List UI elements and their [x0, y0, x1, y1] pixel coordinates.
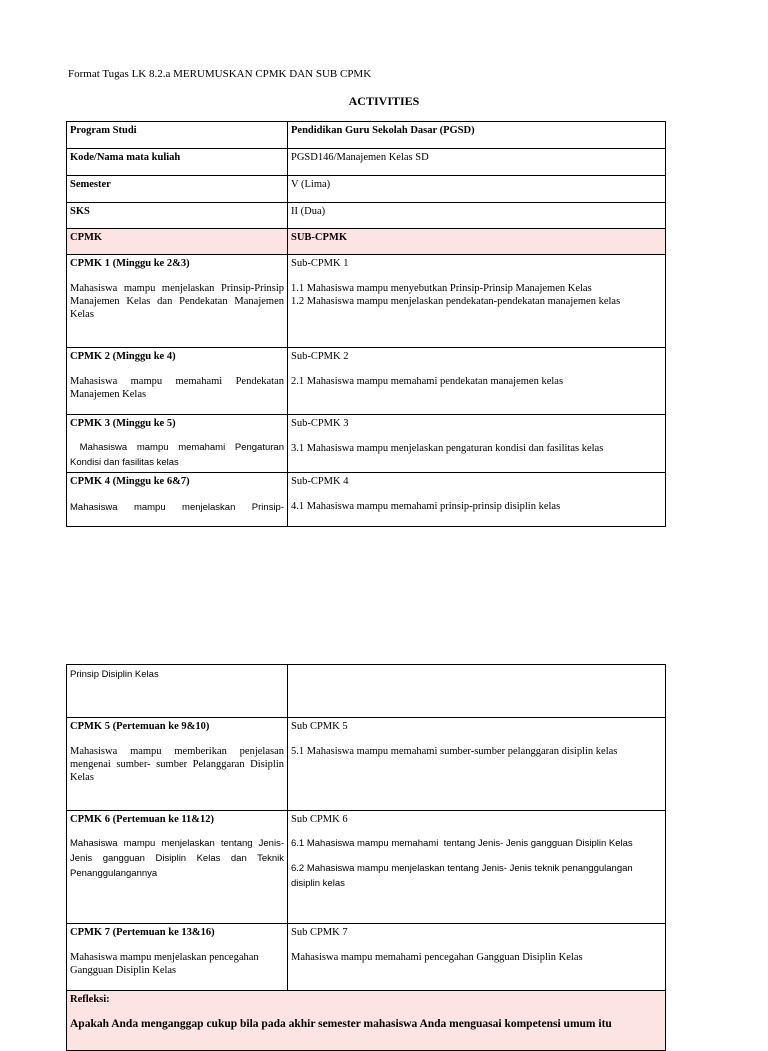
cpmk-table-part-1 — [66, 121, 666, 527]
cpmk-1-title: CPMK 1 (Minggu ke 2&3) — [70, 258, 190, 269]
sub-cpmk-7-1: Mahasiswa mampu memahami pencegahan Gangguan Disiplin Kelas — [291, 952, 583, 963]
cpmk-3-desc: Mahasiswa mampu memahami Pengaturan Kondisi dan fasilitas kelas — [70, 442, 287, 468]
row-cpmk-5 — [67, 718, 666, 811]
sub-cpmk-5-title: Sub CPMK 5 — [291, 721, 348, 732]
cpmk-3-title: CPMK 3 (Minggu ke 5) — [70, 418, 176, 429]
refleksi-label: Refleksi: — [70, 994, 110, 1005]
sub-cpmk-6-1: 6.1 Mahasiswa mampu memahami tentang Jenis- Jenis gangguan Disiplin Kelas — [291, 838, 633, 849]
label-semester: Semester — [67, 176, 288, 203]
sub-cpmk-1-title: Sub-CPMK 1 — [291, 258, 349, 269]
value-program-studi: Pendidikan Guru Sekolah Dasar (PGSD) — [288, 122, 666, 149]
cpmk-1-desc: Mahasiswa mampu menjelaskan Prinsip-Prinsip Manajemen Kelas dan Pendekatan Manajemen Kelas — [70, 283, 284, 320]
page-title: ACTIVITIES — [348, 94, 420, 108]
cpmk-7-desc: Mahasiswa mampu menjelaskan pencegahan Gangguan Disiplin Kelas — [70, 952, 259, 976]
label-sks: SKS — [67, 203, 288, 229]
cpmk-2-desc: Mahasiswa mampu memahami Pendekatan Manajemen Kelas — [70, 376, 284, 400]
header-sub-cpmk: SUB-CPMK — [288, 229, 666, 255]
row-cpmk-4-continued — [67, 665, 666, 718]
row-refleksi — [67, 991, 666, 1051]
row-cpmk-3 — [67, 415, 666, 473]
cpmk-2-title: CPMK 2 (Minggu ke 4) — [70, 351, 176, 362]
cpmk-table-part-2 — [66, 664, 666, 1051]
sub-cpmk-3-1: 3.1 Mahasiswa mampu menjelaskan pengaturan kondisi dan fasilitas kelas — [291, 443, 604, 454]
cpmk-6-title: CPMK 6 (Pertemuan ke 11&12) — [70, 814, 215, 825]
cpmk-4-title: CPMK 4 (Minggu ke 6&7) — [70, 476, 190, 487]
row-cpmk-7 — [67, 924, 666, 991]
row-cpmk-6 — [67, 811, 666, 924]
cpmk-5-desc: Mahasiswa mampu memberikan penjelasan mengenai sumber- sumber Pelanggaran Disiplin Kelas — [70, 746, 284, 783]
sub-cpmk-4-1: 4.1 Mahasiswa mampu memahami prinsip-prinsip disiplin kelas — [291, 501, 561, 512]
label-program-studi: Program Studi — [67, 122, 288, 149]
row-kode — [67, 149, 666, 176]
row-cpmk-4 — [67, 473, 666, 527]
row-sks — [67, 203, 666, 229]
row-program-studi — [67, 122, 666, 149]
sub-cpmk-1-2: 1.2 Mahasiswa mampu menjelaskan pendekatan-pendekatan manajemen kelas — [291, 296, 621, 307]
row-semester — [67, 176, 666, 203]
row-column-headers — [67, 229, 666, 255]
cpmk-6-desc: Mahasiswa mampu menjelaskan tentang Jenis- Jenis gangguan Disiplin Kelas dan Teknik Penanggulangannya — [70, 838, 284, 879]
sub-cpmk-1-1: 1.1 Mahasiswa mampu menyebutkan Prinsip-Prinsip Manajemen Kelas — [291, 283, 592, 294]
value-kode: PGSD146/Manajemen Kelas SD — [288, 149, 666, 176]
label-kode: Kode/Nama mata kuliah — [67, 149, 288, 176]
value-sks: II (Dua) — [288, 203, 666, 229]
sub-cpmk-6-title: Sub CPMK 6 — [291, 814, 348, 825]
sub-cpmk-6-2: 6.2 Mahasiswa mampu menjelaskan tentang Jenis- Jenis teknik penanggulangan disiplin kelas — [291, 863, 633, 889]
cpmk-7-title: CPMK 7 (Pertemuan ke 13&16) — [70, 927, 215, 938]
cpmk-5-title: CPMK 5 (Pertemuan ke 9&10) — [70, 721, 210, 732]
cpmk-4-desc: Mahasiswa mampu menjelaskan Prinsip- — [70, 502, 284, 513]
row-cpmk-1 — [67, 255, 666, 348]
sub-cpmk-5-1: 5.1 Mahasiswa mampu memahami sumber-sumber pelanggaran disiplin kelas — [291, 746, 618, 757]
sub-cpmk-2-title: Sub-CPMK 2 — [291, 351, 349, 362]
sub-cpmk-3-title: Sub-CPMK 3 — [291, 418, 349, 429]
format-line: Format Tugas LK 8.2.a MERUMUSKAN CPMK DAN SUB CPMK — [68, 68, 372, 80]
cpmk-4-desc-continued: Prinsip Disiplin Kelas — [70, 669, 159, 680]
sub-cpmk-7-title: Sub CPMK 7 — [291, 927, 348, 938]
sub-cpmk-4-title: Sub-CPMK 4 — [291, 476, 349, 487]
sub-cpmk-2-1: 2.1 Mahasiswa mampu memahami pendekatan manajemen kelas — [291, 376, 564, 387]
row-cpmk-2 — [67, 348, 666, 415]
header-cpmk: CPMK — [67, 229, 288, 255]
value-semester: V (Lima) — [288, 176, 666, 203]
refleksi-text: Apakah Anda menganggap cukup bila pada akhir semester mahasiswa Anda menguasai kompetensi umum itu — [70, 1018, 612, 1030]
